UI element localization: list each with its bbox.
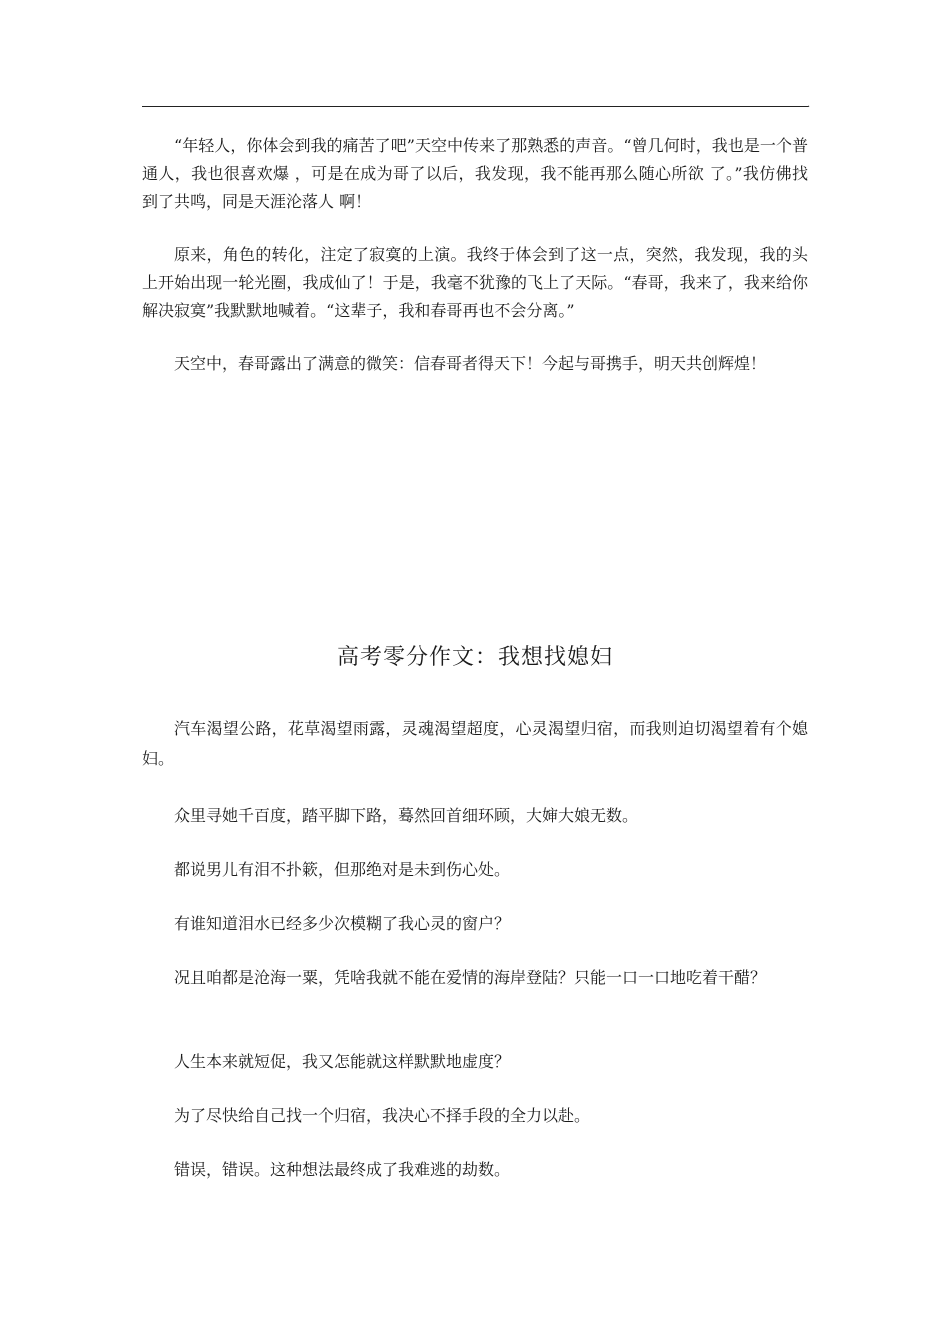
header-rule — [142, 106, 808, 107]
story2-paragraph-1: 汽车渴望公路，花草渴望雨露，灵魂渴望超度，心灵渴望归宿，而我则迫切渴望着有个媳妇。 — [142, 719, 808, 768]
story1-paragraph-3: 天空中，春哥露出了满意的微笑：信春哥者得天下！今起与哥携手，明天共创辉煌！ — [174, 354, 767, 373]
story2-paragraph-5: 况且咱都是沧海一粟，凭啥我就不能在爱情的海岸登陆？只能一口一口地吃着干醋？ — [174, 968, 767, 987]
essay-title: 高考零分作文：我想找媳妇 — [336, 645, 613, 670]
story2-paragraph-7: 为了尽快给自己找一个归宿，我决心不择手段的全力以赴。 — [174, 1106, 591, 1125]
story2-paragraph-6: 人生本来就短促，我又怎能就这样默默地虚度？ — [174, 1052, 511, 1071]
story1-paragraph-2: 原来，角色的转化，注定了寂寞的上演。我终于体会到了这一点，突然，我发现，我的头上开始出现一轮光圈，我成仙了！于是，我毫不犹豫的飞上了天际。“春哥，我来了，我来给你解决寂寞”我默默地喊着。“这辈子，我和春哥再也不会分离。” — [142, 245, 808, 320]
header-rule-end-mark: . — [807, 99, 811, 110]
story1-paragraph-1: “年轻人，你体会到我的痛苦了吧”天空中传来了那熟悉的声音。“曾几何时，我也是一个普通人，我也很喜欢爆 ，可是在成为哥了以后，我发现，我不能再那么随心所欲 了。”我仿佛找到了共鸣，同是天涯沦落人 啊！ — [142, 136, 808, 211]
story2-paragraph-8: 错误，错误。这种想法最终成了我难逃的劫数。 — [174, 1160, 511, 1179]
story2-paragraph-4: 有谁知道泪水已经多少次模糊了我心灵的窗户？ — [174, 914, 511, 933]
story2-paragraph-3: 都说男儿有泪不扑簌，但那绝对是未到伤心处。 — [174, 860, 511, 879]
story2-paragraph-2: 众里寻她千百度，踏平脚下路，蓦然回首细环顾，大婶大娘无数。 — [174, 806, 639, 825]
